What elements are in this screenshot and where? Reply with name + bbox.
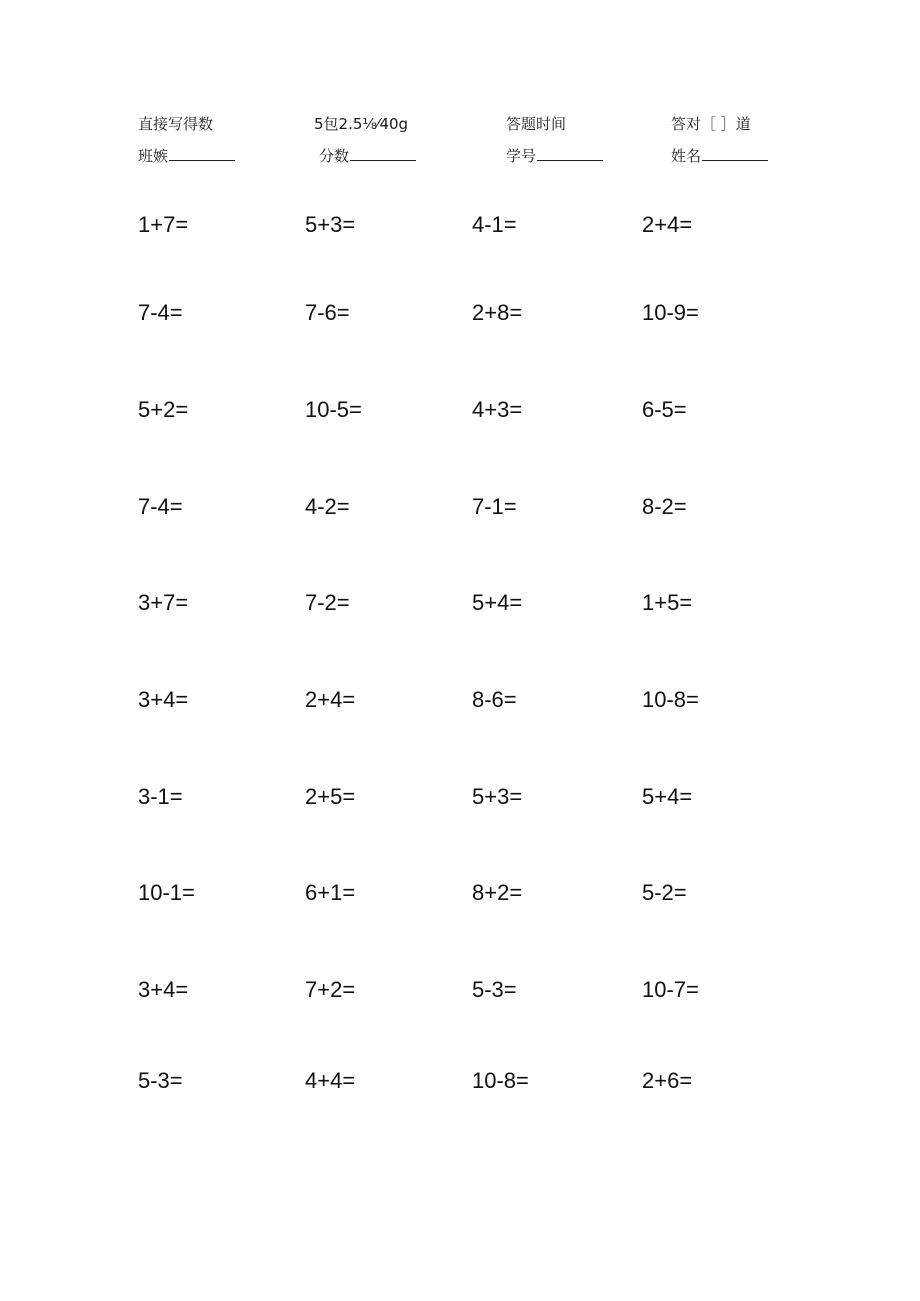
problem: 7-4= [138,300,183,325]
header-title: 直接写得数 [138,115,214,133]
name-label: 姓名 [671,147,702,165]
name-field [671,146,768,166]
student-id-label: 学号 [506,147,537,165]
problem: 6-5= [642,397,687,422]
problem: 3+4= [138,687,189,712]
problem: 7-4= [138,494,183,519]
problem: 5+2= [138,397,189,422]
problem: 2+6= [642,1068,693,1093]
problem: 5+4= [472,590,523,615]
problem: 7-1= [472,494,517,519]
problem: 3-1= [138,784,183,809]
problem: 10-9= [642,300,699,325]
problem: 7+2= [305,977,356,1002]
problem: 4+3= [472,397,523,422]
problem: 1+7= [138,212,189,237]
problem: 3+4= [138,977,189,1002]
problem: 4-1= [472,212,517,237]
problem: 2+4= [305,687,356,712]
header-correct-count: 答对［ ］道 [671,115,751,133]
problem: 5+4= [642,784,693,809]
class-field [138,146,235,166]
problem: 3+7= [138,590,189,615]
problem: 2+8= [472,300,523,325]
problem: 4+4= [305,1068,356,1093]
problem: 8-6= [472,687,517,712]
student-id-field [506,146,603,166]
class-blank[interactable] [169,148,235,161]
problem: 4-2= [305,494,350,519]
problem: 7-6= [305,300,350,325]
problem: 5+3= [305,212,356,237]
problem: 5+3= [472,784,523,809]
problem: 10-1= [138,880,195,905]
student-id-blank[interactable] [537,148,603,161]
problem: 10-8= [472,1068,529,1093]
problem: 5-3= [472,977,517,1002]
header-package-info: 5包2.5⅛⁄40g [314,115,409,133]
problem: 7-2= [305,590,350,615]
problem: 2+5= [305,784,356,809]
problem: 5-2= [642,880,687,905]
problem: 2+4= [642,212,693,237]
class-label: 班嫉 [138,147,169,165]
problem: 10-5= [305,397,362,422]
problem: 5-3= [138,1068,183,1093]
name-blank[interactable] [702,148,768,161]
header-answer-time: 答题时间 [506,115,567,133]
problem: 8-2= [642,494,687,519]
score-field [319,146,416,166]
problem: 10-8= [642,687,699,712]
score-label: 分数 [319,147,350,165]
score-blank[interactable] [350,148,416,161]
problem: 6+1= [305,880,356,905]
problem: 1+5= [642,590,693,615]
problem: 10-7= [642,977,699,1002]
problem: 8+2= [472,880,523,905]
